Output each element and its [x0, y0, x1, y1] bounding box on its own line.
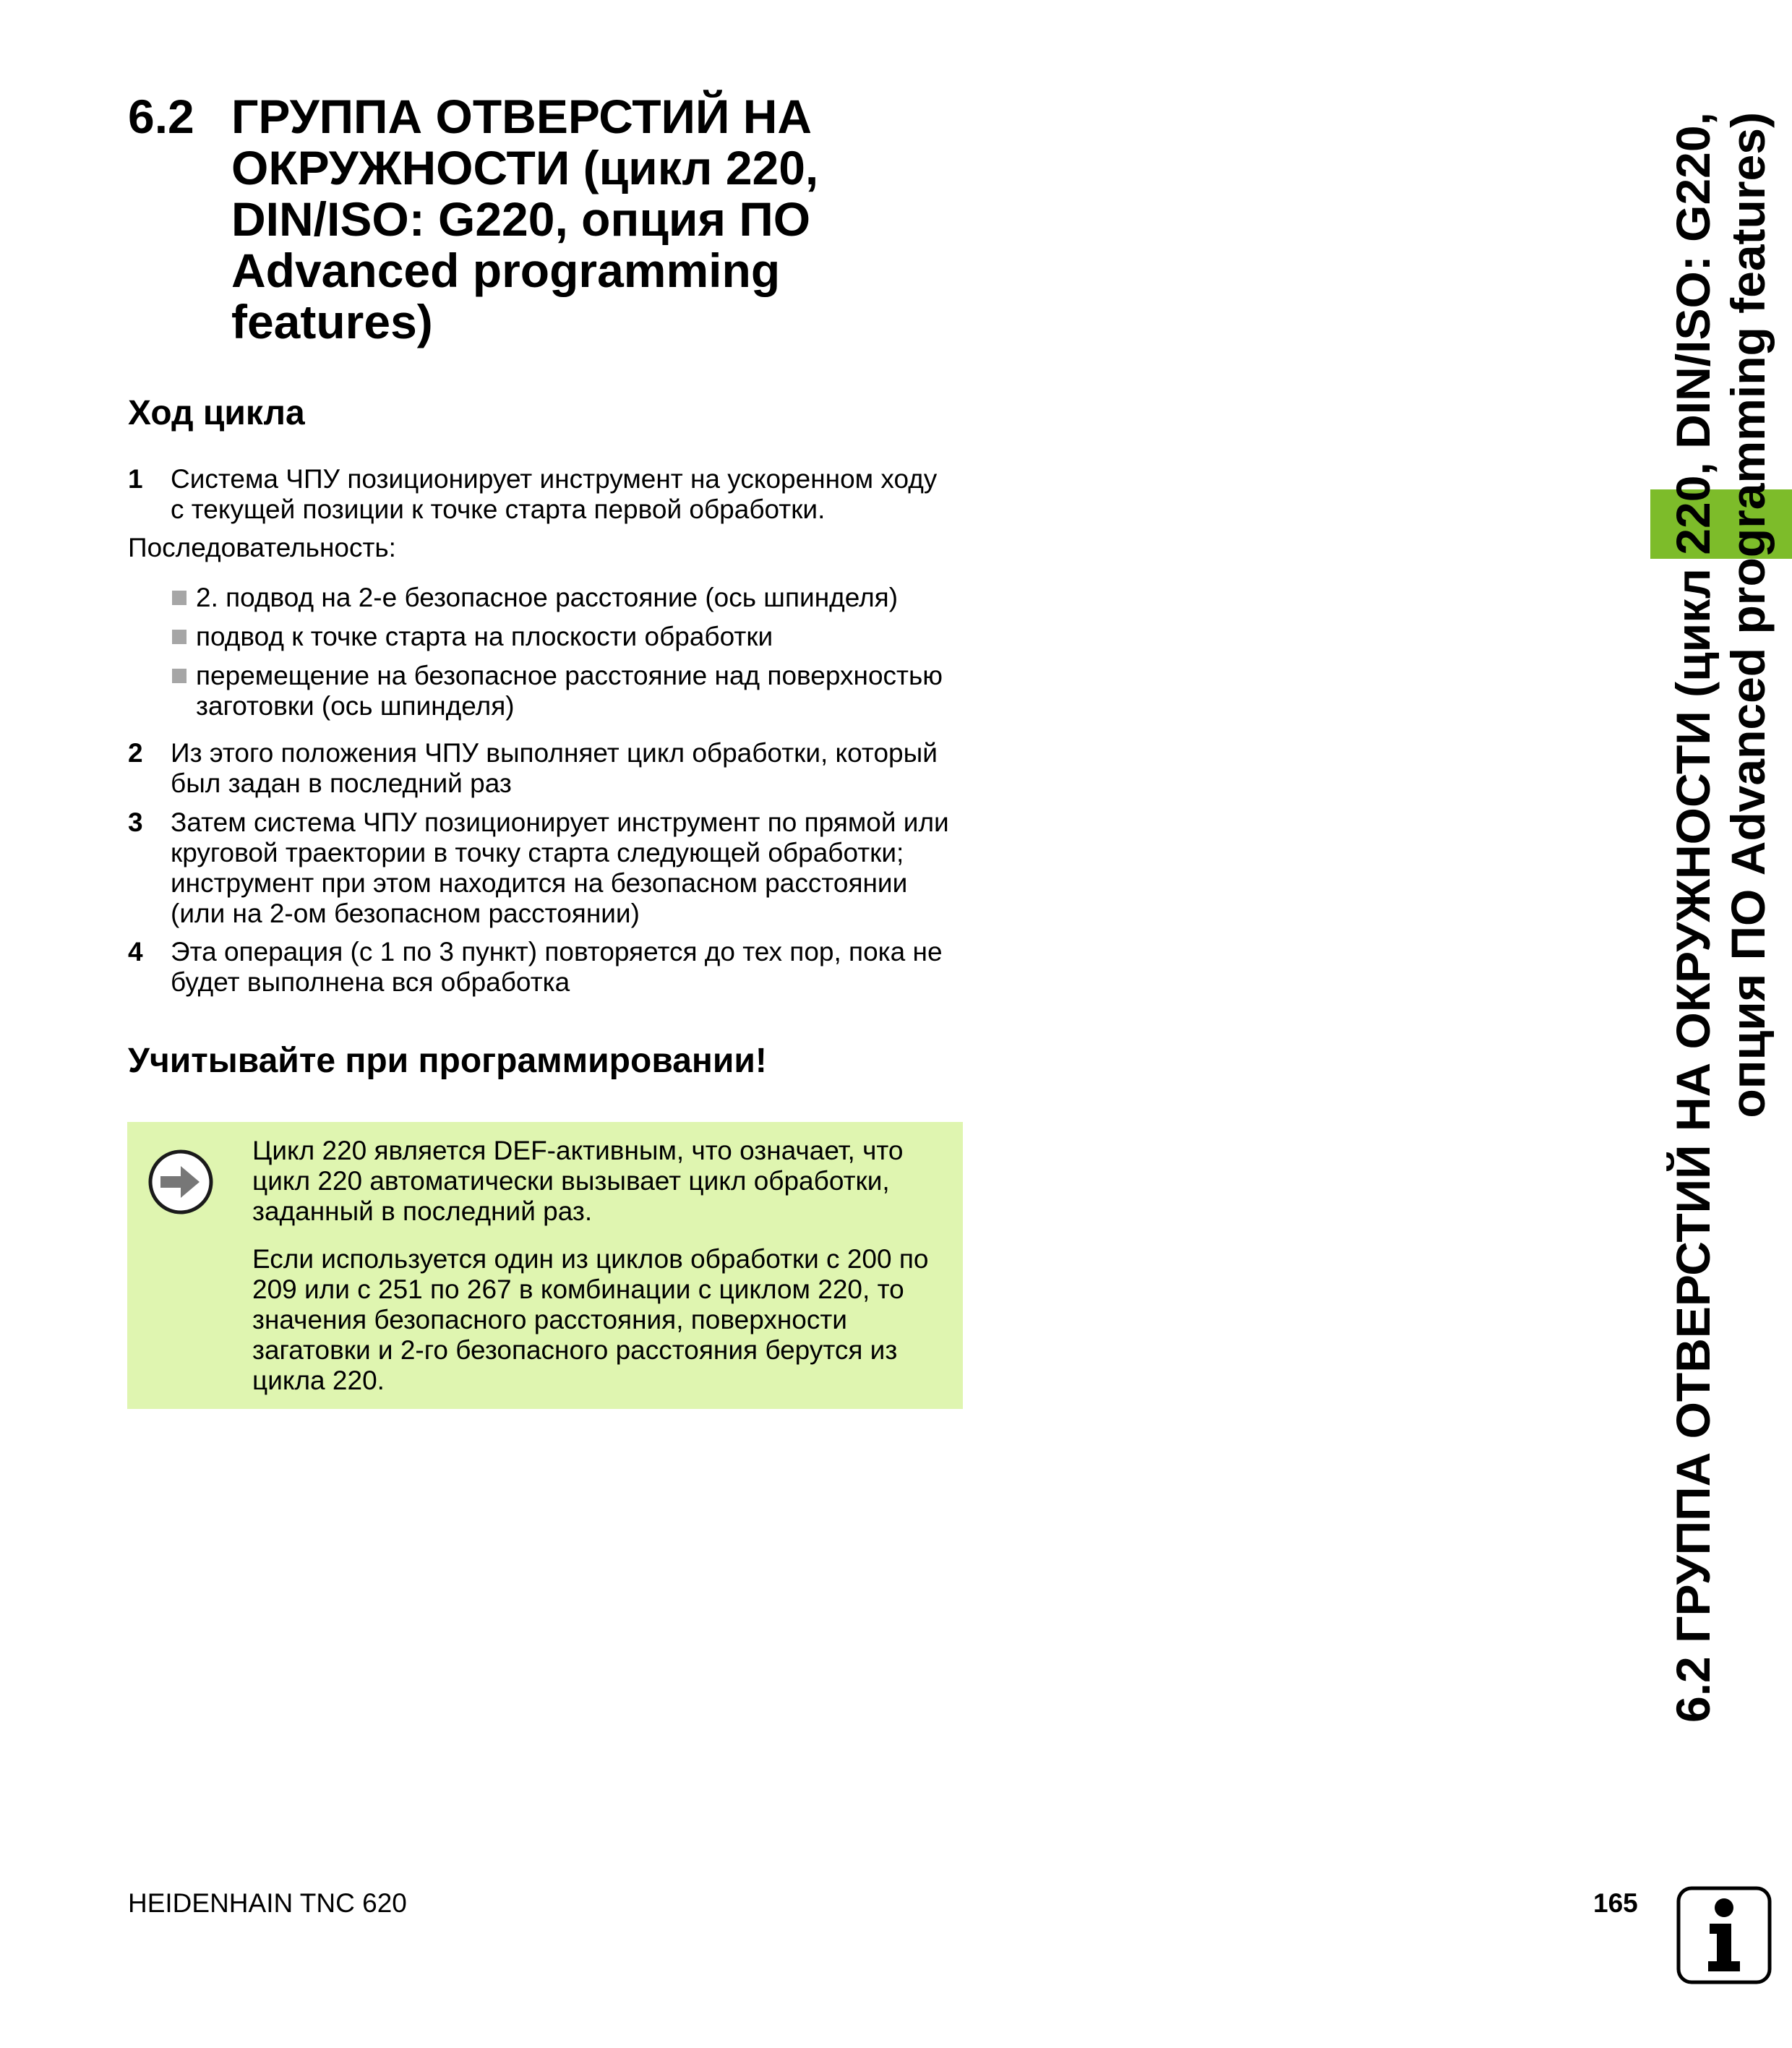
step-number: 2	[128, 738, 143, 768]
note-line: Цикл 220 является DEF-активным, что означает, что	[252, 1136, 904, 1165]
title-line: ОКРУЖНОСТИ (цикл 220,	[231, 141, 819, 194]
step-text: Затем система ЧПУ позиционирует инструмент по прямой или	[171, 807, 949, 837]
title-line: features)	[231, 295, 433, 348]
step-text: инструмент при этом находится на безопасном расстоянии	[171, 868, 908, 898]
page-number: 165	[1593, 1888, 1638, 1918]
step-text: (или на 2-ом безопасном расстоянии)	[171, 899, 640, 928]
note-line: 209 или с 251 по 267 в комбинации с циклом 220, то	[252, 1274, 904, 1304]
step-text: круговой траектории в точку старта следующей обработки;	[171, 838, 904, 867]
step-text: Из этого положения ЧПУ выполняет цикл обработки, который	[171, 738, 938, 768]
programming-heading: Учитывайте при программировании!	[128, 1042, 767, 1080]
sequence-text: 2. подвод на 2-е безопасное расстояние (ось шпинделя)	[196, 583, 899, 612]
note-line: цикла 220.	[252, 1366, 385, 1395]
step-item	[128, 738, 966, 799]
note-line: загатовки и 2-го безопасного расстояния берутся из	[252, 1335, 898, 1365]
sequence-item	[172, 661, 967, 721]
title-line: Advanced programming	[231, 244, 781, 297]
title-line: ГРУППА ОТВЕРСТИЙ НА	[231, 90, 813, 143]
step-text: Эта операция (с 1 по 3 пункт) повторяется до тех пор, пока не	[171, 937, 943, 967]
side-chapter-title	[1665, 112, 1775, 1723]
note-paragraph	[252, 1244, 946, 1396]
note-paragraph	[252, 1136, 946, 1227]
sequence-text: перемещение на безопасное расстояние над поверхностью	[196, 661, 943, 690]
note-line: заданный в последний раз.	[252, 1196, 593, 1226]
manual-name: HEIDENHAIN TNC 620	[128, 1888, 407, 1918]
section-number: 6.2	[128, 90, 194, 143]
note-line: значения безопасного расстояния, поверхности	[252, 1305, 847, 1334]
page-title	[231, 91, 882, 348]
info-icon	[1676, 1886, 1772, 1984]
step-number: 1	[128, 464, 143, 494]
step-text: будет выполнена вся обработка	[171, 967, 570, 997]
step-number: 3	[128, 807, 143, 837]
note-line: цикл 220 автоматически вызывает цикл обработки,	[252, 1166, 890, 1196]
step-text: с текущей позиции к точке старта первой обработки.	[171, 494, 826, 524]
side-title-line: опция ПО Advanced programming features)	[1721, 112, 1775, 1118]
cycle-heading: Ход цикла	[128, 394, 305, 432]
step-text: был задан в последний раз	[171, 768, 512, 798]
arrow-right-icon	[147, 1149, 214, 1215]
bullet-square	[172, 630, 187, 644]
step-item	[128, 464, 966, 525]
sequence-text: подвод к точке старта на плоскости обработки	[196, 622, 773, 651]
bullet-square	[172, 669, 187, 683]
sequence-item	[172, 622, 967, 652]
step-number: 4	[128, 937, 143, 967]
sequence-text: заготовки (ось шпинделя)	[196, 691, 515, 721]
note-line: Если используется один из циклов обработки с 200 по	[252, 1244, 929, 1274]
side-title-line: 6.2 ГРУППА ОТВЕРСТИЙ НА ОКРУЖНОСТИ (цикл 220, DIN/ISO: G220,	[1666, 112, 1720, 1723]
bullet-square	[172, 591, 187, 605]
step-text: Система ЧПУ позиционирует инструмент на ускоренном ходу	[171, 464, 938, 494]
step-item	[128, 937, 966, 998]
sequence-label: Последовательность:	[128, 533, 396, 562]
step-item	[128, 807, 966, 929]
title-line: DIN/ISO: G220, опция ПО	[231, 192, 811, 246]
sequence-item	[172, 583, 967, 613]
